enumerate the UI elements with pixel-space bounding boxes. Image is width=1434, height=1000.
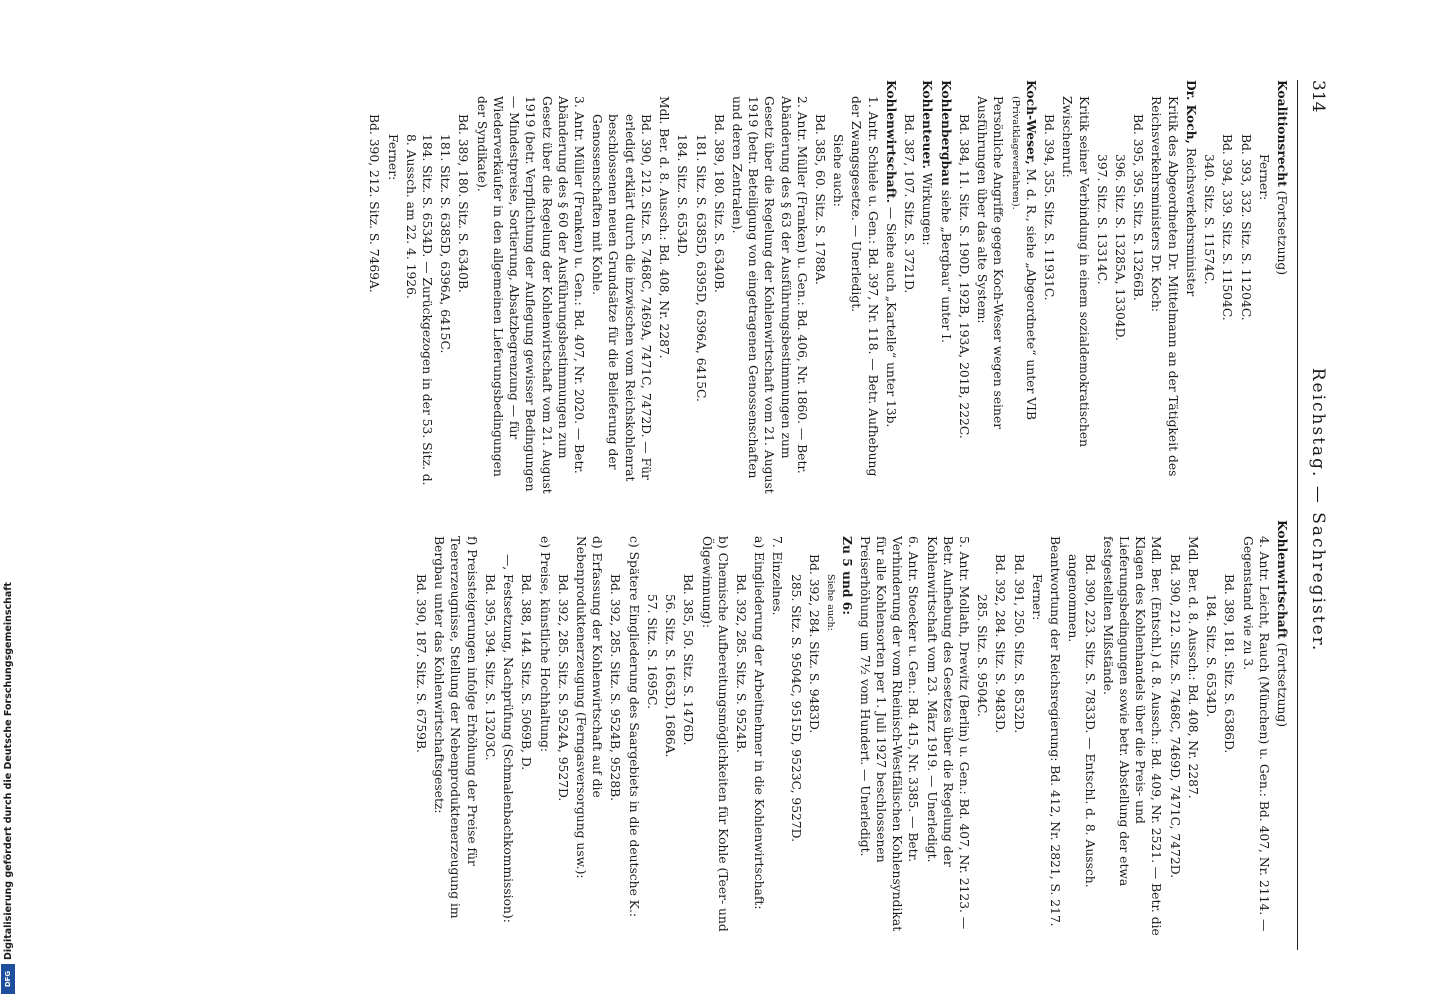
register-entry bbox=[1011, 520, 1027, 940]
entry-text: Bd. 390, 212. Sitz. S. 7469A. bbox=[367, 114, 382, 293]
register-entry bbox=[1203, 520, 1219, 940]
entry-text: f) Preissteigerungen infolge Erhöhung der Preise für Teererzeugnisse, Stellung der Nebenproduktenerzeugung im Bergbau unter das Kohlenwirtschaftsgesetz: bbox=[432, 536, 479, 919]
register-entry bbox=[656, 80, 672, 500]
entry-text: Mdl. Ber. d. 8. Aussch.: Bd. 408, Nr. 2287. bbox=[1185, 536, 1200, 799]
entry-text: —, Festsetzung, Nachprüfung (Schmalenbachkommission): bbox=[501, 554, 516, 923]
register-entry bbox=[806, 520, 822, 940]
register-entry bbox=[857, 520, 922, 940]
entry-headword: Kohlenteuer. bbox=[920, 80, 936, 169]
entry-text: Bd. 393, 332. Sitz. S. 11204C. bbox=[1238, 134, 1253, 321]
entry-text: 184. Sitz. S. 6534D. bbox=[1204, 594, 1219, 718]
entry-text: (Privatklageverfahren). bbox=[1009, 96, 1021, 210]
register-entry bbox=[1148, 80, 1180, 500]
register-entry bbox=[729, 80, 810, 500]
register-entry bbox=[366, 80, 382, 500]
register-entry bbox=[674, 80, 690, 500]
register-entry bbox=[1059, 80, 1091, 500]
register-entry bbox=[1130, 80, 1146, 500]
entry-text: Wirkungen: bbox=[920, 168, 935, 246]
entry-text: 57. Sitz. S. 1695C. bbox=[644, 594, 659, 710]
entry-text: Zu 5 und 6: bbox=[839, 536, 855, 615]
dfg-logo-text: DFG bbox=[4, 970, 12, 988]
entry-text: Bd. 392, 285. Sitz. S. 9524B, 9528B. bbox=[608, 574, 623, 802]
register-entry bbox=[536, 520, 552, 940]
register-entry bbox=[974, 520, 990, 940]
register-entry bbox=[473, 80, 587, 500]
header-rule bbox=[1297, 80, 1298, 950]
entry-text: Kritik des Abgeordneten Dr. Mittelmann an der Tätigkeit des Reichsverkehrsministers Dr. Koch: bbox=[1149, 96, 1180, 477]
register-entry bbox=[589, 80, 654, 500]
dfg-logo-icon bbox=[1, 964, 15, 994]
entry-text: Bd. 392, 284. Sitz. S. 9483D. bbox=[806, 554, 821, 734]
register-entry bbox=[625, 520, 641, 940]
register-entry bbox=[1008, 80, 1020, 500]
scanned-page bbox=[100, 0, 1330, 1000]
entry-text: b) Chemische Aufbereitungsmöglichkeiten für Kohle (Teer- und Ölgewinnung): bbox=[699, 536, 730, 932]
entry-text: 6. Antr. Stoecker u. Gen.: Bd. 415, Nr. 3385. — Betr. Verhinderung der vom Rheinisch-Westfälischen Kohlensyndikat für alle Kohlensorten per 1. Juli 1927 beschlossenen Preiserhöhung um 7½ vom Hundert. — Unerledigt. bbox=[857, 536, 921, 932]
entry-text: 4. Antr. Leicht, Rauch (München) u. Gen.: Bd. 407, Nr. 2114. — Gegenstand wie zu 3. bbox=[1240, 536, 1271, 932]
register-entry bbox=[1065, 520, 1097, 940]
register-entry bbox=[518, 520, 534, 940]
register-entry bbox=[437, 80, 453, 500]
register-entry bbox=[1094, 80, 1110, 500]
entry-text: e) Preise, künstliche Hochhaltung: bbox=[537, 536, 552, 753]
entry-text: a) Eingliederung der Arbeitnehmer in die Kohlenwirtschaft: bbox=[752, 536, 767, 910]
entry-text: Bd. 390, 212. Sitz. S. 7468C, 7469A, 7471C, 7472D. — Für erledigt erklärt durch die inzwischen vom Reichskohlenrat beschlossenen neuen Grundsätze für die Belieferung der Genossenschaften mit Kohle. bbox=[590, 114, 653, 482]
register-entry bbox=[607, 520, 623, 940]
register-entry bbox=[698, 520, 730, 940]
entry-headword: Koch-Weser, bbox=[1023, 80, 1039, 165]
entry-headword: Dr. Koch, bbox=[1183, 80, 1199, 144]
register-entry bbox=[711, 80, 727, 500]
entry-text: Bd. 392, 285. Sitz. S. 9524B. bbox=[733, 574, 748, 753]
entry-text: Bd. 392, 284. Sitz. S. 9483D. bbox=[993, 554, 1008, 734]
page-header bbox=[1300, 80, 1328, 940]
register-entry bbox=[692, 80, 708, 500]
entry-text: 396. Sitz. S. 13285A, 13304D. bbox=[1113, 154, 1128, 341]
entry-text: Mdl. Ber. (Entschl.) d. 8. Aussch.: Bd. 409, Nr. 2521. — Betr. die Klagen des Kohlenhandels über die Preis- und Lieferungsbedingungen sowie betr. Abstellung der etwa festgestellten Mißstände. bbox=[1100, 536, 1164, 936]
entry-text: Bd. 390, 223. Sitz. S. 7833D. — Entschl. d. 8. Aussch. angenommen. bbox=[1066, 554, 1097, 888]
entry-text: Ferner: bbox=[1029, 574, 1044, 621]
entry-text: Mdl. Ber. d. 8. Aussch.: Bd. 408, Nr. 2287. bbox=[657, 96, 672, 359]
entry-text: (Fortsetzung) bbox=[1275, 638, 1289, 728]
entry-text: d) Erfassung der Kohlenwirtschaft auf die Nebenproduktenerzeugung (Ferngasversorgung usw.): bbox=[574, 536, 605, 879]
register-entry bbox=[824, 520, 836, 940]
register-entry bbox=[901, 80, 917, 500]
register-entry bbox=[482, 520, 498, 940]
entry-text: Siehe auch: bbox=[831, 134, 846, 207]
entry-text: c) Spätere Eingliederung des Saargebiets in die deutsche K.: bbox=[626, 536, 641, 918]
register-entry bbox=[500, 520, 516, 940]
digitization-credit-text: Digitalisierung gefördert durch die Deutsche Forschungsgemeinschaft bbox=[3, 582, 14, 960]
entry-text: Bd. 389, 180. Sitz. S. 6340B. bbox=[456, 114, 471, 293]
register-entry bbox=[1221, 520, 1237, 940]
register-entry bbox=[1112, 80, 1128, 500]
entry-text: Beantwortung der Reichsregierung: Bd. 412, Nr. 2821, S. 217. bbox=[1048, 536, 1063, 927]
entry-text: 184. Sitz. S. 6534D. — Zurückgezogen in der 53. Sitz. d. 8. Aussch. am 22. 4. 1926. bbox=[403, 134, 435, 486]
entry-text: 285. Sitz. S. 9504C, 9515D, 9523C, 9527D. bbox=[788, 574, 803, 843]
register-entry bbox=[680, 520, 696, 940]
entry-headword: Kohlenwirtschaft bbox=[1275, 520, 1290, 639]
entry-text: Bd. 385, 60. Sitz. S. 1788A. bbox=[813, 114, 828, 285]
register-entry bbox=[1047, 520, 1063, 940]
register-entry bbox=[1023, 80, 1039, 500]
register-entry bbox=[1100, 520, 1165, 940]
register-entry bbox=[413, 520, 429, 940]
register-entry bbox=[555, 520, 571, 940]
entry-text: 340. Sitz. S. 11574C. bbox=[1202, 154, 1217, 285]
left-column bbox=[364, 80, 1290, 500]
entry-text: 184. Sitz. S. 6534D. bbox=[675, 134, 690, 258]
entry-text: Bd. 394, 339. Sitz. S. 11504C. bbox=[1220, 134, 1235, 321]
entry-headword: Kohlenbergbau bbox=[938, 80, 954, 187]
entry-headword: Kohlenwirtschaft. bbox=[883, 80, 899, 203]
entry-text: 181. Sitz. S. 6385D, 6395D, 6396A, 6415C. bbox=[693, 134, 708, 402]
register-entry bbox=[403, 80, 435, 500]
register-entry bbox=[662, 520, 678, 940]
register-entry bbox=[830, 80, 846, 500]
register-entry bbox=[838, 520, 854, 940]
register-entry bbox=[787, 520, 803, 940]
entry-text: Bd. 384, 11. Sitz. S. 190D, 192B, 193A, 201B, 222C. bbox=[956, 114, 971, 439]
register-entry bbox=[1274, 80, 1290, 500]
register-entry bbox=[1239, 520, 1271, 940]
register-entry bbox=[919, 80, 935, 500]
register-entry bbox=[1041, 80, 1057, 500]
register-entry bbox=[956, 80, 972, 500]
register-entry bbox=[848, 80, 880, 500]
entry-text: 181. Sitz. S. 6385D, 6396A, 6415C. bbox=[438, 134, 453, 354]
entry-text: Siehe auch: bbox=[825, 574, 837, 631]
register-entry bbox=[812, 80, 828, 500]
entry-text: Ferner: bbox=[1256, 154, 1271, 201]
entry-text: Bd. 388, 144. Sitz. S. 5069B, D. bbox=[519, 574, 534, 771]
register-entry bbox=[769, 520, 785, 940]
entry-text: Bd. 389, 181. Sitz. S. 6386D. bbox=[1222, 574, 1237, 754]
entry-text: Persönliche Angriffe gegen Koch-Weser wegen seiner Ausführungen über das alte System: bbox=[975, 96, 1006, 430]
entry-text: 2. Antr. Müller (Franken) u. Gen.: Bd. 406, Nr. 1860. — Betr. Abänderung des § 63 der Ausführungsbestimmungen zum Gesetz über die Regelung der Kohlenwirtschaft vom 21. August 1919 (betr. Beteiligung von eingetragenen Genossenschaften und deren Zentralen). bbox=[729, 96, 809, 494]
register-entry bbox=[1185, 520, 1201, 940]
register-entry bbox=[455, 80, 471, 500]
register-entry bbox=[384, 80, 400, 500]
right-column bbox=[411, 520, 1290, 940]
page-number: 314 bbox=[1308, 80, 1328, 113]
entry-text: 7. Einzelnes. bbox=[770, 536, 785, 616]
register-entry bbox=[1029, 520, 1045, 940]
register-entry bbox=[937, 80, 953, 500]
register-entry bbox=[1256, 80, 1272, 500]
register-entry bbox=[733, 520, 749, 940]
entry-text: — Siehe auch „Kartelle“ unter 13b. bbox=[883, 202, 898, 428]
entry-text: Bd. 392, 285. Sitz. S. 9524A, 9527D. bbox=[555, 574, 570, 802]
entry-text: Bd. 395, 395. Sitz. S. 13266B. bbox=[1131, 114, 1146, 301]
entry-text: Bd. 395, 394. Sitz. S. 13203C. bbox=[482, 574, 497, 761]
entry-text: M. d. R., siehe „Abgeordnete“ unter VIB bbox=[1023, 164, 1038, 421]
digitization-credit-strip bbox=[0, 0, 16, 1000]
entry-text: 285. Sitz. S. 9504C. bbox=[975, 594, 990, 717]
entry-headword: Koalitionsrecht bbox=[1275, 80, 1290, 187]
entry-text: Bd. 394, 355. Sitz. S. 11931C. bbox=[1042, 114, 1057, 301]
entry-text: 56. Sitz. S. 1663D, 1686A. bbox=[663, 594, 678, 758]
register-entry bbox=[923, 520, 972, 940]
register-entry bbox=[992, 520, 1008, 940]
entry-text: Bd. 385, 50. Sitz. S. 1476D. bbox=[681, 574, 696, 746]
entry-text: Bd. 390, 187. Sitz. S. 6759B. bbox=[414, 574, 429, 753]
register-entry bbox=[1183, 80, 1199, 500]
register-entry bbox=[644, 520, 660, 940]
register-entry bbox=[1201, 80, 1217, 500]
entry-text: Bd. 389, 180. Sitz. S. 6340B. bbox=[711, 114, 726, 293]
register-entry bbox=[1219, 80, 1235, 500]
entry-text: 1. Antr. Schiele u. Gen.: Bd. 397, Nr. 118. — Betr. Aufhebung der Zwangsgesetze. — Unerledigt. bbox=[849, 96, 880, 477]
entry-text: Reichsverkehrsminister bbox=[1183, 143, 1198, 297]
entry-text: siehe „Bergbau“ unter I. bbox=[938, 186, 953, 343]
register-entry bbox=[974, 80, 1006, 500]
entry-text: 3. Antr. Müller (Franken) u. Gen.: Bd. 407, Nr. 2020. — Betr. Abänderung des § 60 der Ausführungsbestimmungen zum Gesetz über die Regelung der Kohlenwirtschaft vom 21. August 1919 (betr. Verpflichtung der Auflegung gewisser Bedingungen — Mindestpreise, Sortierung, Absatzbegrenzung — für Wiederverkäufer in den allgemeinen Lieferungsbedingungen der Syndikate). bbox=[474, 96, 586, 494]
entry-text: Bd. 387, 107. Sitz. S. 3721D. bbox=[902, 114, 917, 294]
register-entry bbox=[751, 520, 767, 940]
entry-text: 397. Sitz. S. 13314C. bbox=[1094, 154, 1109, 285]
entry-text: Ferner: bbox=[385, 134, 400, 181]
entry-text: Bd. 390, 212. Sitz. S. 7468C, 7469D, 7471C, 7472D. bbox=[1167, 554, 1182, 879]
register-entry bbox=[883, 80, 899, 500]
register-entry bbox=[1274, 520, 1290, 940]
entry-text: (Fortsetzung) bbox=[1275, 186, 1289, 276]
register-entry bbox=[573, 520, 605, 940]
register-entry bbox=[431, 520, 480, 940]
entry-text: Bd. 391, 250. Sitz. S. 8532D. bbox=[1011, 554, 1026, 734]
entry-text: 5. Antr. Mollath, Drewitz (Berlin) u. Gen.: Bd. 407, Nr. 2123. — Betr. Aufhebung des Gesetzes über die Regelung der Kohlenwirtschaft vom 23. März 1919. — Unerledigt. bbox=[924, 536, 972, 930]
entry-text: Kritik seiner Verbindung in einem sozialdemokratischen Zwischenruf: bbox=[1060, 96, 1091, 448]
running-title: Reichstag. — Sachregister. bbox=[1308, 367, 1328, 653]
register-entry bbox=[1166, 520, 1182, 940]
register-entry bbox=[1237, 80, 1253, 500]
